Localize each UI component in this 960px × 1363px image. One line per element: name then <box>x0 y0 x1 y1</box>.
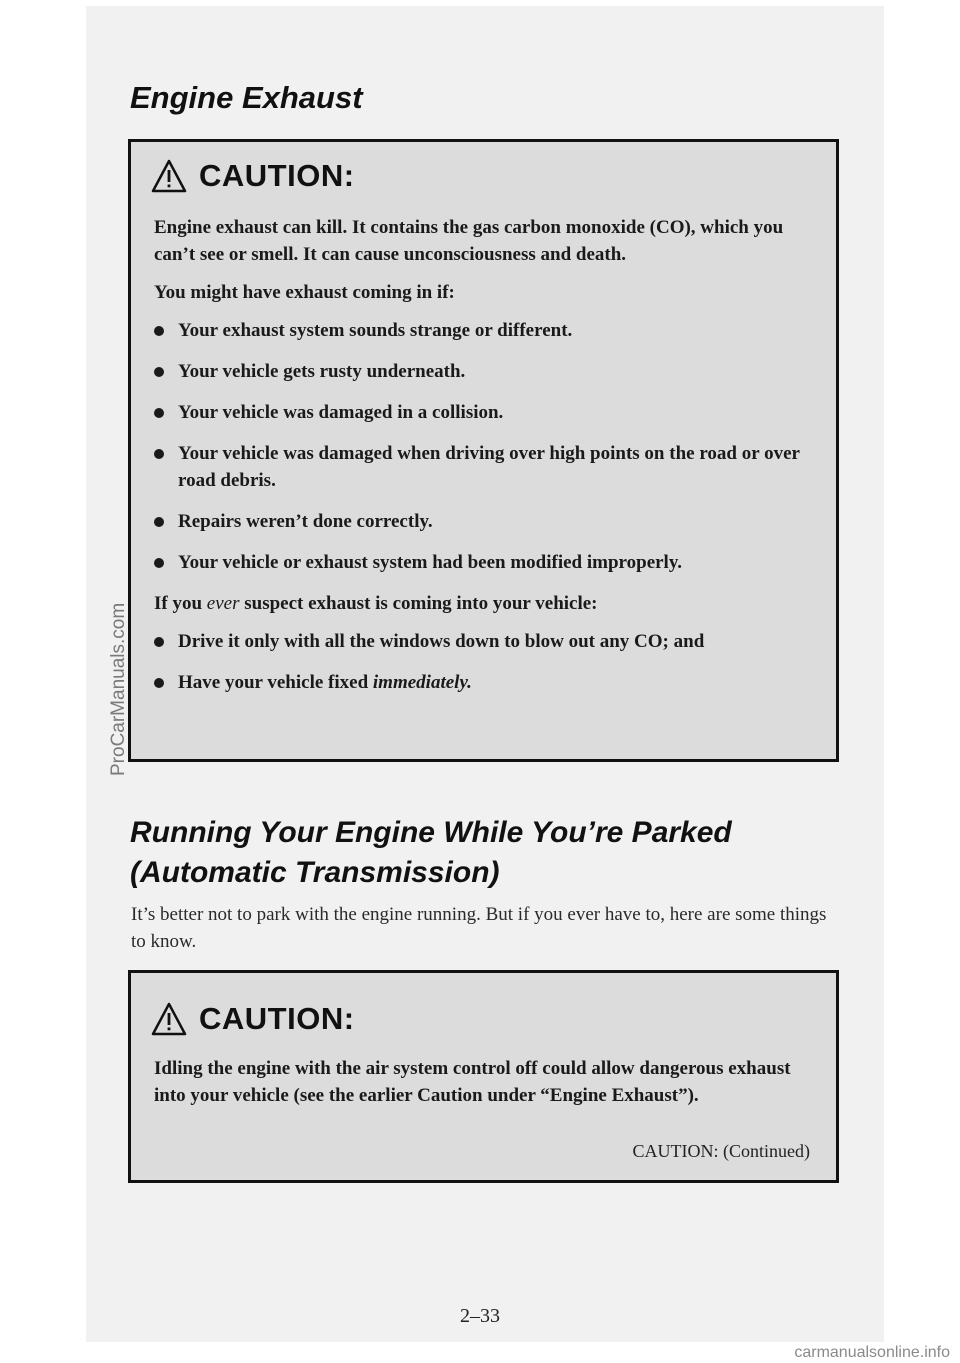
watermark-bottom: carmanualsonline.info <box>794 1344 950 1361</box>
watermark-side: ProCarManuals.com <box>108 602 129 776</box>
caution-label: CAUTION: <box>199 158 355 193</box>
caution-lead-2: If you ever suspect exhaust is coming into your vehicle: <box>154 593 598 614</box>
section-heading-engine-exhaust: Engine Exhaust <box>130 80 363 115</box>
list-item: Your vehicle was damaged when driving over high points on the road or over road debris. <box>154 440 806 494</box>
caution-lead: You might have exhaust coming in if: <box>154 282 455 303</box>
caution-intro: Engine exhaust can kill. It contains the gas carbon monoxide (CO), which you can’t see or smell. It can cause unconsciousness and death. <box>154 217 784 265</box>
list-item: Have your vehicle fixed immediately. <box>154 669 806 696</box>
bullet-icon <box>154 326 164 336</box>
caution-header <box>151 1001 355 1037</box>
list-item: Your vehicle was damaged in a collision. <box>154 399 806 426</box>
section-heading-running-engine-parked: Running Your Engine While You’re Parked (Automatic Transmission) <box>130 816 732 889</box>
warning-triangle-icon <box>151 1002 187 1036</box>
exhaust-sign-list <box>154 317 806 576</box>
list-item: Repairs weren’t done correctly. <box>154 508 806 535</box>
section-intro-text: It’s better not to park with the engine running. But if you ever have to, here are some things to know. <box>131 904 827 952</box>
bullet-icon <box>154 637 164 647</box>
caution-label: CAUTION: <box>199 1001 355 1036</box>
list-item: Drive it only with all the windows down to blow out any CO; and <box>154 628 806 655</box>
emphasis-immediately: immediately. <box>372 672 472 693</box>
emphasis-ever: ever <box>206 593 240 614</box>
bullet-icon <box>154 678 164 688</box>
list-item: Your exhaust system sounds strange or different. <box>154 317 806 344</box>
action-list <box>154 628 806 696</box>
bullet-icon <box>154 517 164 527</box>
bullet-icon <box>154 408 164 418</box>
warning-triangle-icon <box>151 159 187 193</box>
list-item: Your vehicle or exhaust system had been modified improperly. <box>154 549 806 576</box>
page-number: 2–33 <box>460 1305 500 1327</box>
caution-box-idling <box>128 970 839 1183</box>
bullet-icon <box>154 449 164 459</box>
caution-continued-label: CAUTION: (Continued) <box>632 1141 810 1161</box>
caution-body <box>154 1055 806 1120</box>
caution-body <box>154 214 806 710</box>
bullet-icon <box>154 367 164 377</box>
list-item: Your vehicle gets rusty underneath. <box>154 358 806 385</box>
bullet-icon <box>154 558 164 568</box>
caution-box-engine-exhaust <box>128 139 839 762</box>
caution-text: Idling the engine with the air system control off could allow dangerous exhaust into your vehicle (see the earlier Caution under “Engine Exhaust”). <box>154 1058 791 1106</box>
caution-header <box>151 158 355 194</box>
